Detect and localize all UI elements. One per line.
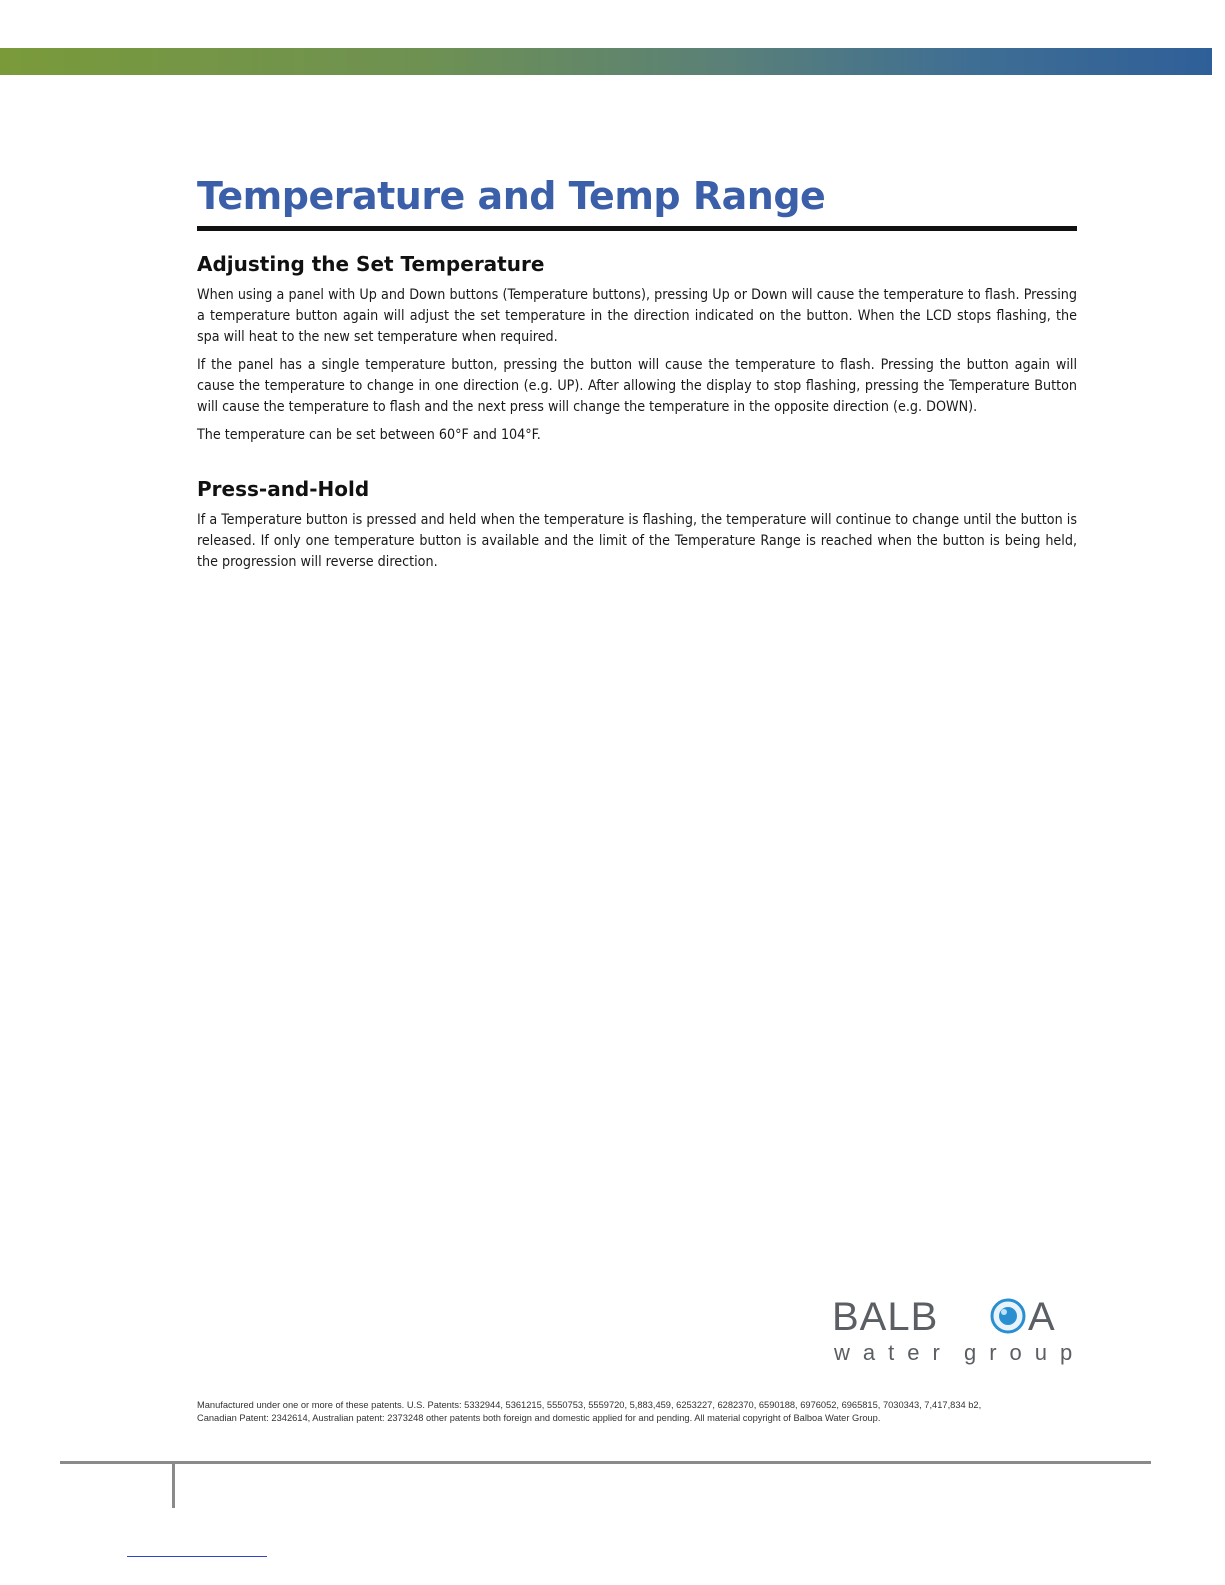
patent-line-us: Manufactured under one or more of these patents. U.S. Patents: 5332944, 5361215, 5550753, 5559720, 5,883,459, 6253227, 6282370, 6590188, 6976052, 6965815, 7030343, 7,417,834 b2, [197,1400,982,1410]
svg-text:group: group [964,1340,1082,1365]
balboa-logo-graphic [832,1292,1082,1372]
patent-footnote [197,1399,1077,1425]
footer-link-underline[interactable] [127,1556,267,1557]
balboa-logo [832,1292,1082,1372]
water-drop-icon [992,1300,1024,1332]
paragraph-temperature-range: The temperature can be set between 60°F and 104°F. [197,427,541,443]
footer-rule [60,1461,1151,1464]
footer-divider-tick [172,1464,175,1508]
patent-line-other: Canadian Patent: 2342614, Australian patent: 2373248 other patents both foreign and domestic applied for and pending. All material copyright of Balboa Water Group. [197,1413,881,1423]
page-title: Temperature and Temp Range [197,174,826,218]
section-heading-adjusting: Adjusting the Set Temperature [197,252,545,276]
svg-text:water: water [834,1340,953,1365]
svg-text:BALB: BALB [832,1295,939,1339]
paragraph-press-and-hold: If a Temperature button is pressed and held when the temperature is flashing, the temperature will continue to change until the button is released. If only one temperature button is available and the limit of the Temperature Range is reached when the button is being held, the progression will reverse direction. [197,512,1077,570]
main-content [197,170,1077,580]
paragraph-up-down-buttons: When using a panel with Up and Down buttons (Temperature buttons), pressing Up or Down will cause the temperature to flash. Pressing a temperature button again will adjust the set temperature in the direction indicated on the button. When the LCD stops flashing, the spa will heat to the new set temperature when required. [197,287,1077,345]
section-heading-press-and-hold: Press-and-Hold [197,477,370,501]
svg-text:A: A [1028,1295,1055,1339]
header-color-band [0,48,1212,75]
paragraph-single-button: If the panel has a single temperature button, pressing the button will cause the temperature to flash. Pressing the button again will cause the temperature to change in one direction (e.g. UP). After allowing the display to stop flashing, pressing the Temperature Button will cause the temperature to flash and the next press will change the temperature in the opposite direction (e.g. DOWN). [197,357,1077,415]
title-underline [197,226,1077,231]
